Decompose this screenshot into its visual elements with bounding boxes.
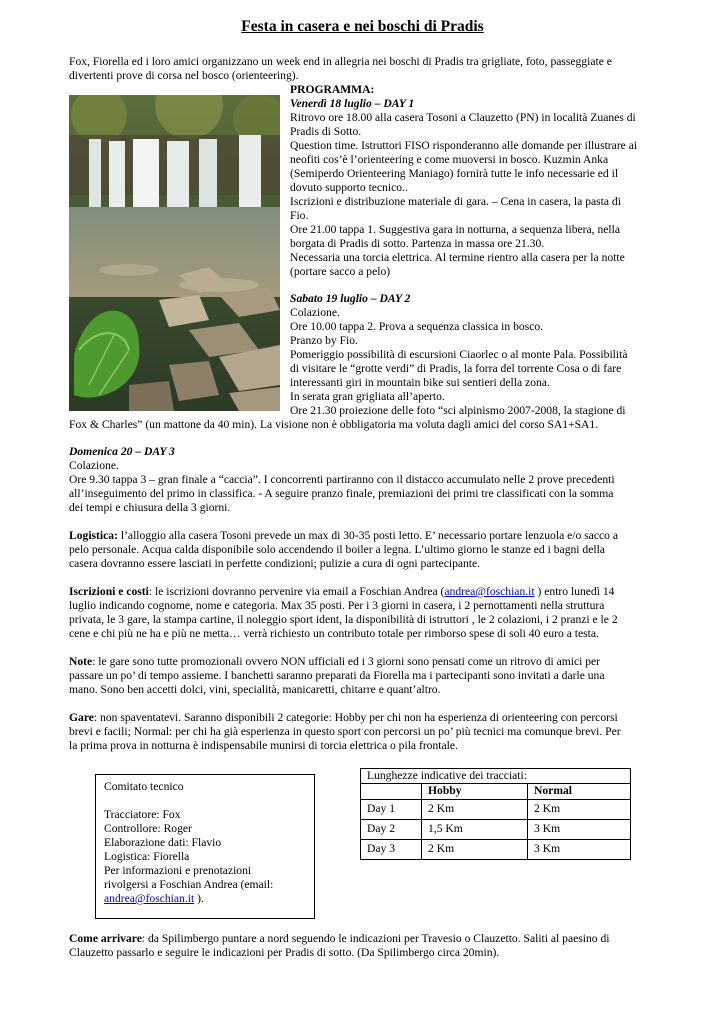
table-row (361, 819, 631, 839)
day1-line: (portare sacco a pelo) (290, 265, 391, 278)
iscrizioni-line: privata, le 3 gare, la stampa cartine, il noleggio sport ident, la disponibilità di istruttori , le 2 colazioni, i 2 pranzi e le 2 (69, 613, 618, 626)
document-title: Festa in casera e nei boschi di Pradis (241, 18, 484, 35)
programma-label: PROGRAMMA: (290, 83, 375, 96)
day2-heading: Sabato 19 luglio – DAY 2 (290, 292, 411, 305)
day2-line: Pomeriggio possibilità di escursioni Ciaorlec o al monte Pala. Possibilità (290, 348, 628, 361)
table-row (361, 799, 631, 819)
table-cell: 1,5 Km (422, 819, 528, 839)
comitato-line: rivolgersi a Foschian Andrea (email: (104, 878, 274, 891)
table-cell: Day 2 (361, 819, 422, 839)
note-line: Note: le gare sono tutte promozionali ovvero NON ufficiali ed i 3 giorni sono pensati come un ritrovo di amici per (69, 655, 601, 668)
table-cell: 3 Km (528, 819, 631, 839)
comitato-line: Per informazioni e prenotazioni (104, 864, 252, 877)
note-line: mano. Sono ben accetti dolci, vini, specialità, manicaretti, chitarre e quant’altro. (69, 683, 441, 696)
gare-line: brevi e facili; Normal: per chi ha già esperienza in questo sport con percorsi un po’ più tecnici ma comunque brevi. Per (69, 725, 621, 738)
table-cell: Day 3 (361, 839, 422, 859)
table-cell: 3 Km (528, 839, 631, 859)
arrivare-line: Come arrivare: da Spilimbergo puntare a nord seguendo le indicazioni per Travesio o Clauzetto. Saliti al paesino di (69, 932, 610, 945)
logistica-line: pelo personale. Acqua calda disponibile solo accendendo il boiler a legna. L’ultimo giorno le stanze ed i bagni della (69, 543, 605, 556)
email-link[interactable]: andrea@foschian.it (444, 585, 535, 598)
day1-line: Ore 21.00 tappa 1. Suggestiva gara in notturna, a sequenza libera, nella (290, 223, 620, 236)
table-cell: 2 Km (422, 799, 528, 819)
table-row (361, 839, 631, 859)
tracciati-table (360, 768, 631, 860)
comitato-line: Tracciatore: Fox (104, 808, 181, 821)
arrivare-label: Come arrivare (69, 932, 142, 945)
comitato-line: Controllore: Roger (104, 822, 192, 835)
note-label: Note (69, 655, 93, 668)
day1-line: borgata di Pradis di sotto. Partenza in massa ore 21.30. (290, 237, 545, 250)
comitato-line: Logistica: Fiorella (104, 850, 190, 863)
day2-line: Fox & Charles” (un mattone da 40 min). La visione non è obbligatoria ma voluta dagli amici del corso SA1+SA1. (69, 418, 599, 431)
day1-line: Necessaria una torcia elettrica. Al termine rientro alla casera per la notte (290, 251, 625, 264)
gare-line: Gare: non spaventatevi. Saranno disponibili 2 categorie: Hobby per chi non ha esperienza di orienteering con percorsi (69, 711, 618, 724)
table-header (361, 784, 422, 799)
day1-line: Fio. (290, 209, 309, 222)
day2-line: Pranzo by Fio. (290, 334, 358, 347)
iscrizioni-label: Iscrizioni e costi (69, 585, 149, 598)
table-cell: Day 1 (361, 799, 422, 819)
day2-line: interessanti giri in mountain bike sui sentieri della zona. (290, 376, 550, 389)
waterfall-photo (69, 95, 280, 411)
day3-line: all’inseguimento del primo in classifica. - A seguire pranzo finale, premiazioni dei primi tre classificati con la somma (69, 487, 614, 500)
iscrizioni-line: luglio indicando cognome, nome e categoria. Max 35 posti. Per i 3 giorni in casera, i 2 pernottamenti nella struttura (69, 599, 605, 612)
table-cell: 2 Km (528, 799, 631, 819)
logistica-line: Logistica: l’alloggio alla casera Tosoni prevede un max di 30-35 posti letto. E’ necessario portare lenzuola e/o sacco a (69, 529, 618, 542)
day1-line: (Semiperdo Orienteering Maniago) fornirà tutte le info necessarie ed il (290, 167, 619, 180)
day1-line: Iscrizioni e distribuzione materiale di gara. – Cena in casera, la pasta di (290, 195, 621, 208)
intro-line: divertenti prove di corsa nel bosco (orienteering). (69, 69, 299, 82)
iscrizioni-line: cene e chi più ne ha e più ne metta… verrà richiesto un contributo totale per rimborso spese di soli 40 euro a testa. (69, 627, 599, 640)
arrivare-line: Clauzetto passarlo e seguire le indicazioni per Pradis di sotto. (Da Spilimbergo circa 20min). (69, 946, 500, 959)
logistica-label: Logistica: (69, 529, 118, 542)
table-cell: 2 Km (422, 839, 528, 859)
day2-line: Ore 21.30 proiezione delle foto “sci alpinismo 2007-2008, la stagione di (290, 404, 626, 417)
intro-line: Fox, Fiorella ed i loro amici organizzano un week end in allegria nei boschi di Pradis tra grigliate, foto, passeggiate e (69, 55, 612, 68)
table-header: Normal (528, 784, 631, 799)
day3-line: dei tempi e chiusura della 3 giorni. (69, 501, 231, 514)
gare-label: Gare (69, 711, 94, 724)
day2-line: In serata gran grigliata all’aperto. (290, 390, 445, 403)
day2-line: di visitare le “grotte verdi” di Pradis, la forra del torrente Cosa o di fare (290, 362, 622, 375)
comitato-title: Comitato tecnico (104, 780, 184, 793)
day1-line: Pradis di Sotto. (290, 125, 362, 138)
day1-line: Question time. Istruttori FISO risponderanno alle domande per illustrare ai (290, 139, 638, 152)
day3-line: Ore 9.30 tappa 3 – gran finale a “caccia”. I concorrenti partiranno con il distacco accumulato nelle 2 prove precedenti (69, 473, 615, 486)
day2-line: Ore 10.00 tappa 2. Prova a sequenza classica in bosco. (290, 320, 544, 333)
day1-line: neofiti cos’è l’orienteering e come muoversi in bosco. Kuzmin Anka (290, 153, 609, 166)
day1-line: Ritrovo ore 18.00 alla casera Tosoni a Clauzetto (PN) in località Zuanes di (290, 111, 636, 124)
table-header: Hobby (422, 784, 528, 799)
day3-line: Colazione. (69, 459, 119, 472)
comitato-line: Elaborazione dati: Flavio (104, 836, 222, 849)
logistica-line: casera dovranno essere lasciati in perfette condizioni; pulizie a cura di ogni partecipante. (69, 557, 481, 570)
day1-heading: Venerdì 18 luglio – DAY 1 (290, 97, 415, 110)
comitato-tecnico-box (95, 774, 315, 919)
day1-line: dovuto supporto tecnico.. (290, 181, 408, 194)
day2-line: Colazione. (290, 306, 340, 319)
comitato-email-line: andrea@foschian.it ). (104, 892, 204, 905)
day3-heading: Domenica 20 – DAY 3 (69, 445, 175, 458)
tracciati-caption: Lunghezze indicative dei tracciati: (361, 769, 631, 784)
gare-line: la prima prova in notturna è indispensabile munirsi di torcia elettrica o pila frontale. (69, 739, 458, 752)
note-line: passare un po’ di tempo assieme. I banchetti saranno preparati da Fiorella ma i partecipanti sono invitati a darle una (69, 669, 605, 682)
comitato-email-link[interactable]: andrea@foschian.it (104, 892, 195, 905)
iscrizioni-line: Iscrizioni e costi: le iscrizioni dovranno pervenire via email a Foschian Andrea (andrea@foschian.it ) entro lunedì 14 (69, 585, 615, 598)
